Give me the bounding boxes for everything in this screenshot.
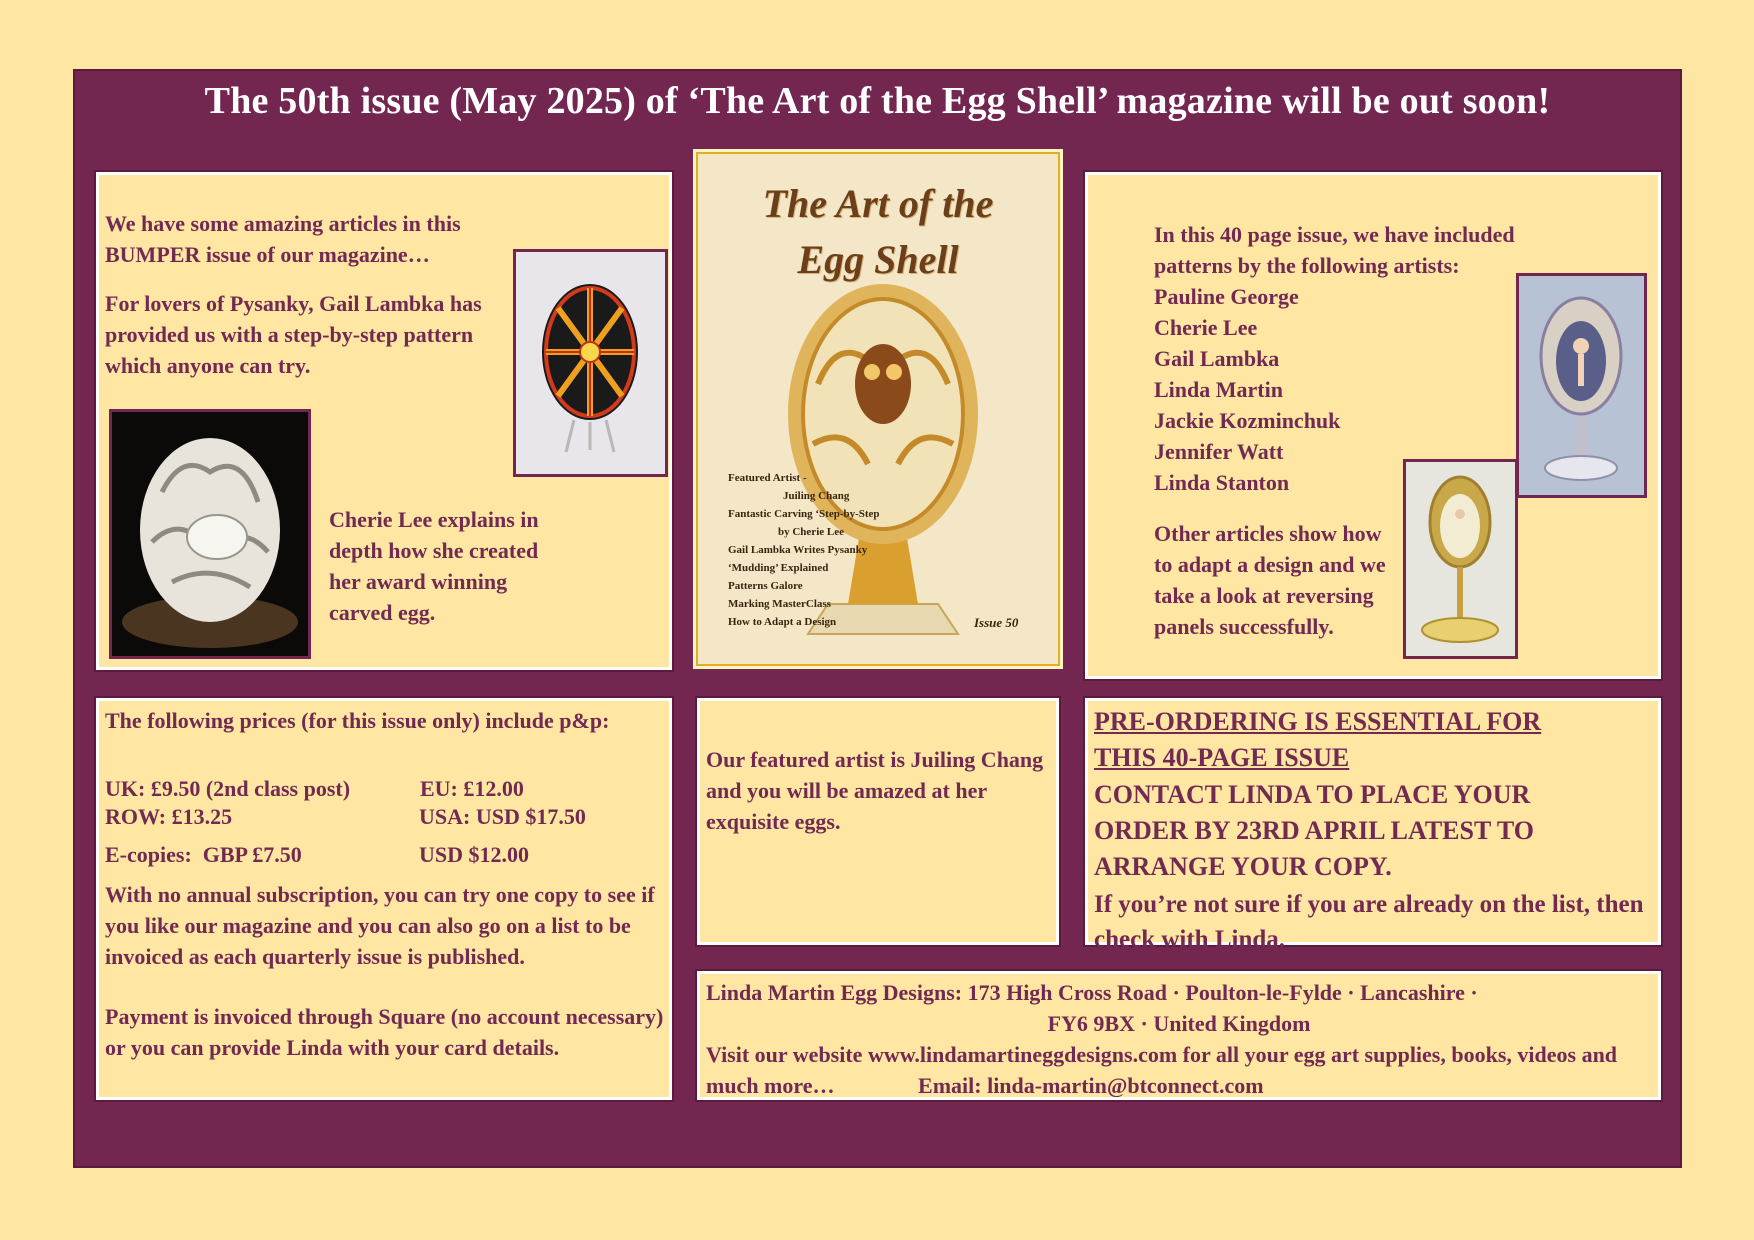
featured-text: Our featured artist is Juiling Chang and you will be amazed at her exquisite eggs. xyxy=(706,747,1044,834)
prices-intro: The following prices (for this issue only) include p&p: xyxy=(105,708,610,733)
preorder-heading xyxy=(1094,704,1541,776)
cover-contents-item: How to Adapt a Design xyxy=(728,616,837,628)
contact-address-line1: Linda Martin Egg Designs: 173 High Cross Road · Poulton-le-Fylde · Lancashire · xyxy=(706,980,1478,1005)
cover-title-line1: The Art of the xyxy=(762,181,994,226)
cover-contents-item: Marking MasterClass xyxy=(728,598,831,610)
cherie-text: Cherie Lee explains in depth how she created her award winning carved egg. xyxy=(329,507,539,625)
artists-list xyxy=(1154,281,1340,498)
cover-title-line2: Egg Shell xyxy=(797,237,959,282)
ballerina-egg-photo xyxy=(1516,273,1647,498)
artists-panel xyxy=(1085,172,1661,679)
artist-name: Gail Lambka xyxy=(1154,346,1280,371)
artist-name: Jackie Kozminchuk xyxy=(1154,408,1341,433)
contact-website xyxy=(706,1039,1646,1101)
artist-name: Cherie Lee xyxy=(1154,315,1258,340)
magazine-cover xyxy=(696,152,1060,666)
pysanky-egg-photo xyxy=(513,249,668,477)
other-articles-text: Other articles show how to adapt a design and we take a look at reversing panels successfully. xyxy=(1154,521,1386,639)
cover-issue-number: Issue 50 xyxy=(974,615,1019,630)
website-text[interactable]: Visit our website www.lindamartineggdesigns.com for all your egg art supplies, books, videos and much more… xyxy=(706,1042,1618,1098)
contact-address-line2: FY6 9BX · United Kingdom xyxy=(1047,1011,1311,1036)
cover-contents-item: ‘Mudding’ Explained xyxy=(728,562,829,574)
headline: The 50th issue (May 2025) of ‘The Art of the Egg Shell’ magazine will be out soon! xyxy=(204,80,1551,122)
price-eu: EU: £12.00 xyxy=(420,776,524,801)
preorder-heading-line1: PRE-ORDERING IS ESSENTIAL FOR xyxy=(1094,707,1542,736)
cover-contents-item: Gail Lambka Writes Pysanky xyxy=(728,544,868,556)
artist-name: Linda Martin xyxy=(1154,377,1283,402)
email-text[interactable]: Email: linda-martin@btconnect.com xyxy=(918,1073,1264,1098)
intro-text: We have some amazing articles in this BUMPER issue of our magazine… xyxy=(105,211,461,267)
featured-artist-panel xyxy=(697,698,1059,945)
price-uk: UK: £9.50 (2nd class post) xyxy=(105,776,351,801)
cover-contents-item: Patterns Galore xyxy=(728,580,803,592)
price-ecopies: E-copies: GBP £7.50 xyxy=(105,842,302,867)
price-ecopies-usd: USD $12.00 xyxy=(419,842,530,867)
prices-panel xyxy=(96,698,672,1100)
preorder-contact: CONTACT LINDA TO PLACE YOUR ORDER BY 23RD APRIL LATEST TO ARRANGE YOUR COPY. xyxy=(1094,780,1534,881)
articles-panel xyxy=(96,172,672,670)
preorder-heading-line2: THIS 40-PAGE ISSUE xyxy=(1094,743,1350,772)
contact-panel xyxy=(697,971,1661,1100)
carved-egg-photo xyxy=(109,409,311,659)
pysanky-text: For lovers of Pysanky, Gail Lambka has provided us with a step-by-step pattern which anyone can try. xyxy=(105,291,482,378)
artists-intro: In this 40 page issue, we have included patterns by the following artists: xyxy=(1154,222,1515,278)
cover-contents-list xyxy=(728,469,880,631)
payment-text: Payment is invoiced through Square (no account necessary) or you can provide Linda with your card details. xyxy=(105,1004,664,1060)
artist-name: Jennifer Watt xyxy=(1154,439,1284,464)
preorder-panel xyxy=(1085,698,1661,953)
gold-egg-photo xyxy=(1403,459,1518,659)
cover-contents-item: Featured Artist - xyxy=(728,472,807,484)
cover-contents-item: Juiling Chang xyxy=(783,490,850,502)
artist-name: Pauline George xyxy=(1154,284,1299,309)
cover-contents-item: by Cherie Lee xyxy=(778,526,844,538)
flyer-frame xyxy=(73,69,1682,1168)
price-row: ROW: £13.25 xyxy=(105,804,233,829)
subscription-text: With no annual subscription, you can try one copy to see if you like our magazine and you can also go on a list to be invoiced as each quarterly issue is published. xyxy=(105,882,655,969)
artist-name: Linda Stanton xyxy=(1154,470,1290,495)
cover-contents-item: Fantastic Carving ‘Step-by-Step xyxy=(728,508,880,520)
price-usa: USA: USD $17.50 xyxy=(419,804,586,829)
preorder-check: If you’re not sure if you are already on the list, then check with Linda. xyxy=(1094,891,1644,953)
